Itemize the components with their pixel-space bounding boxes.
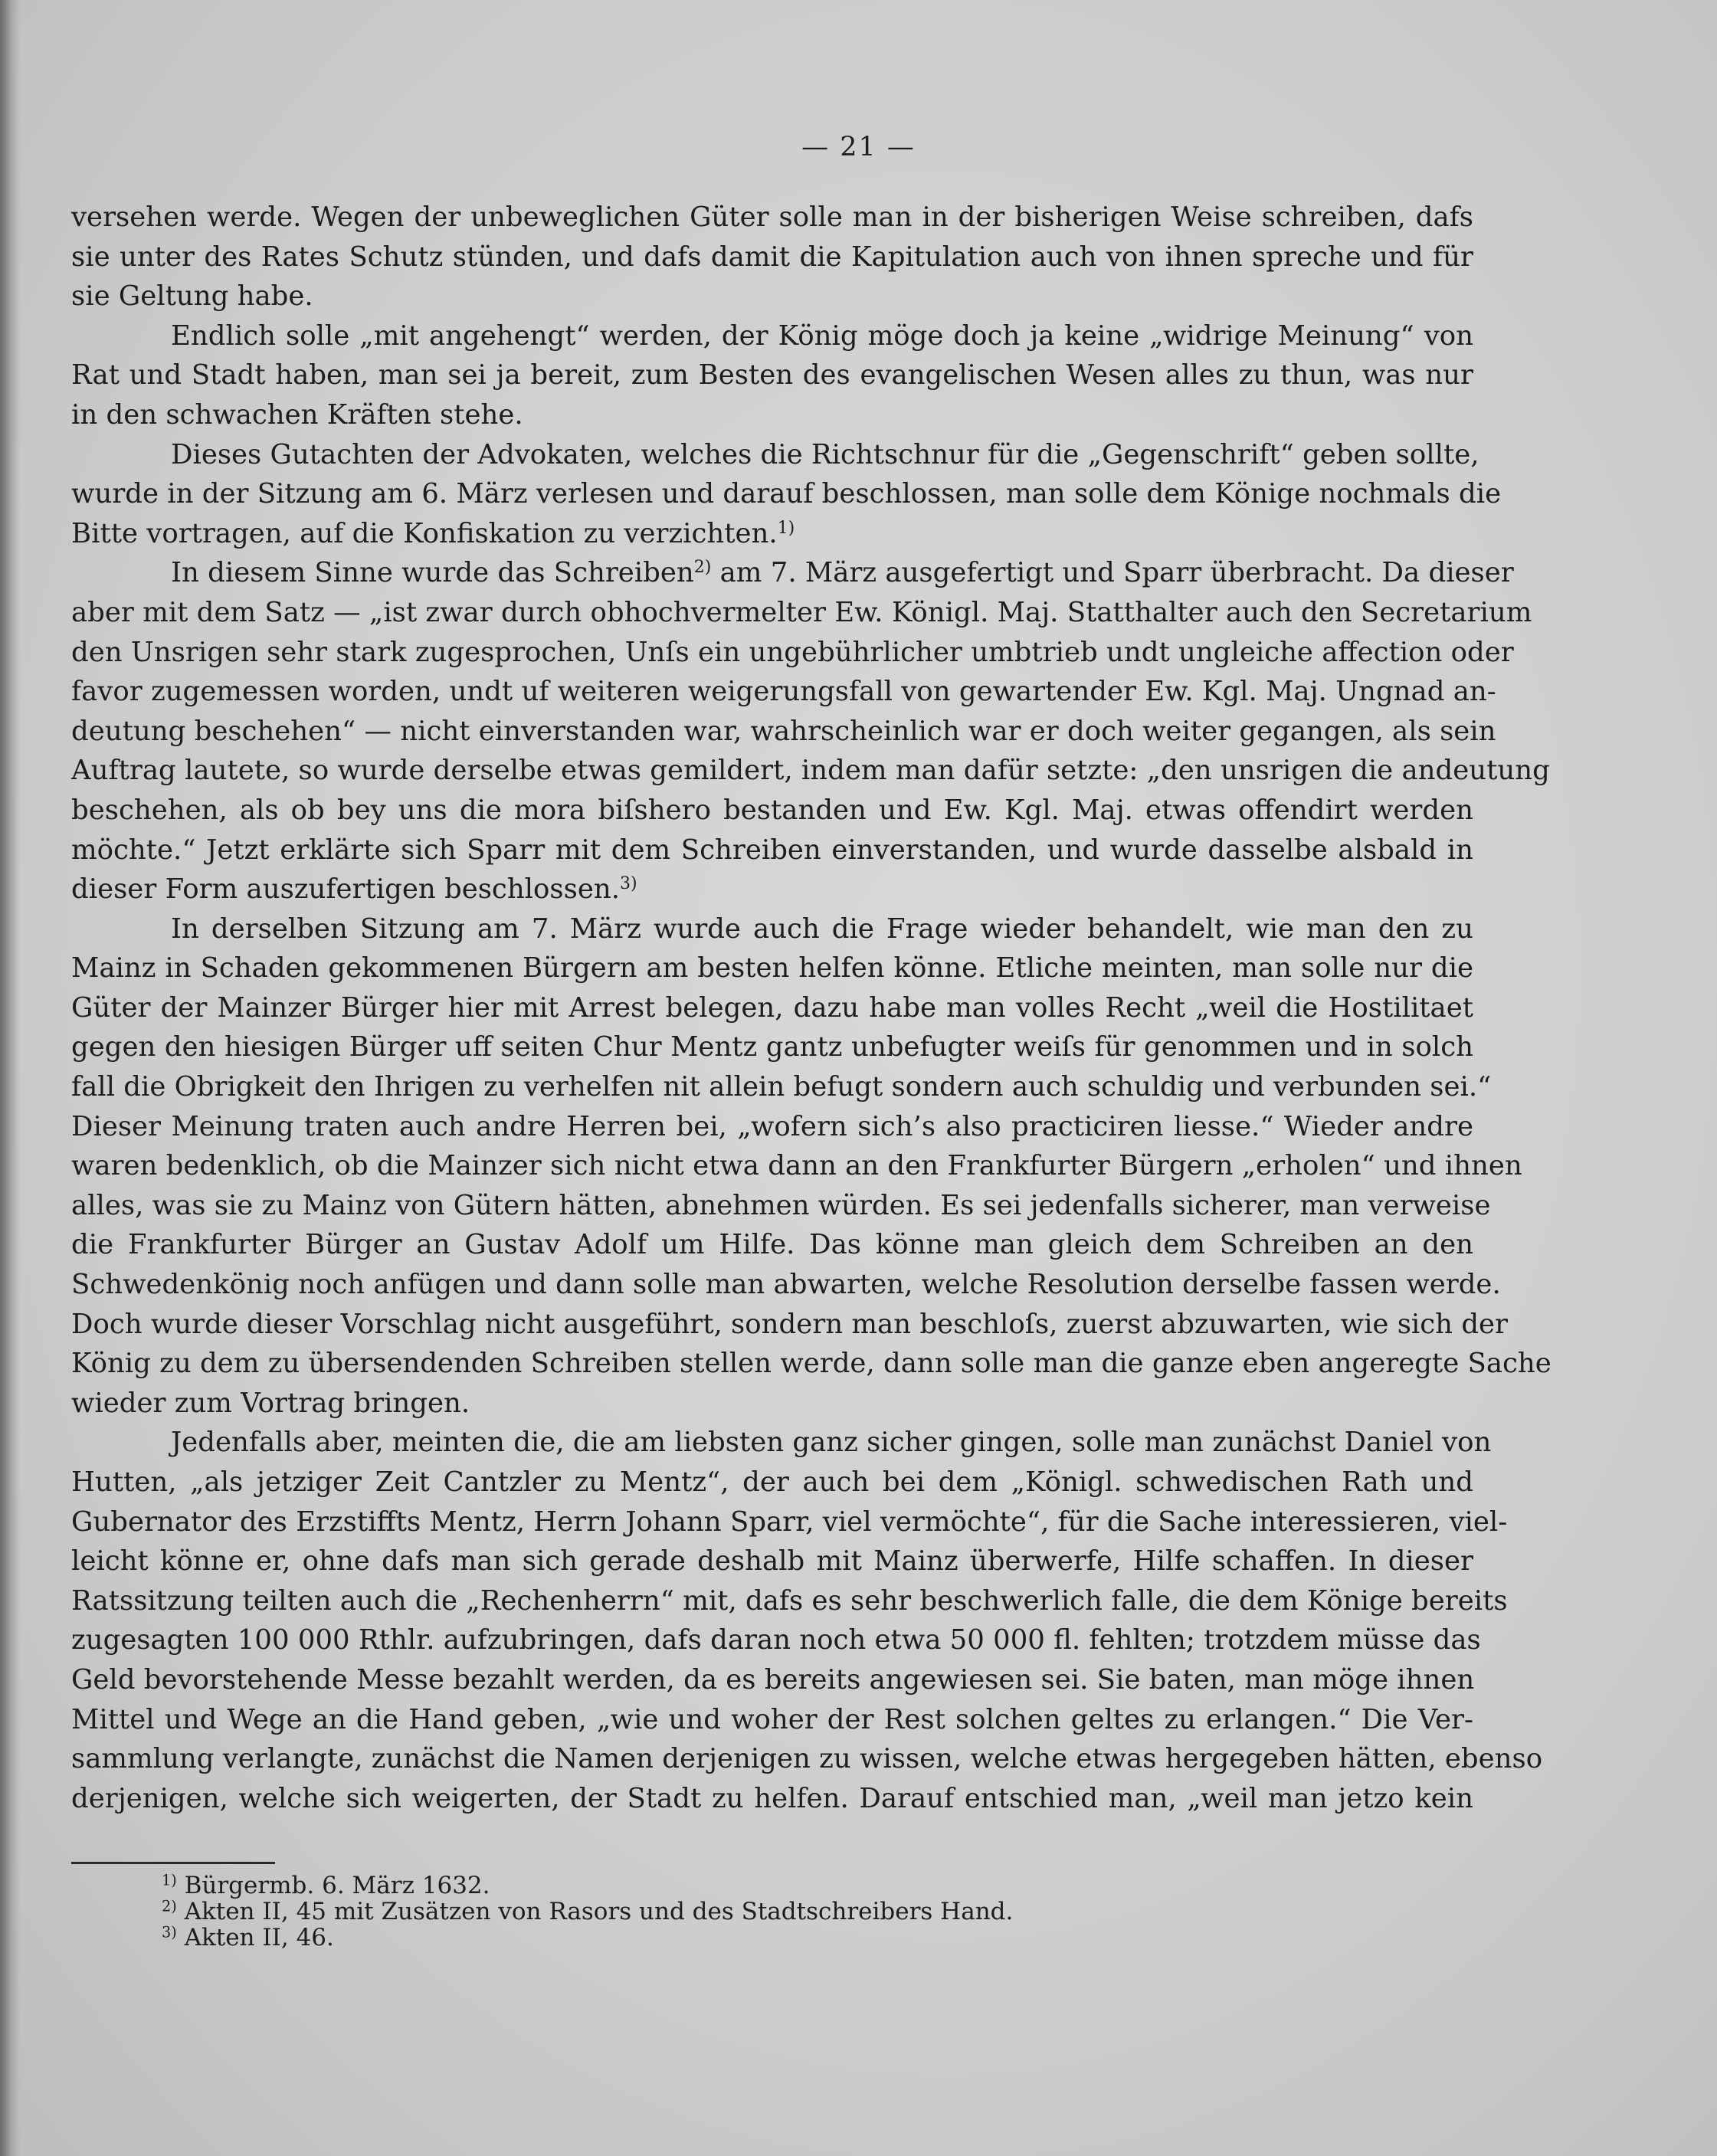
text-line: derjenigen, welche sich weigerten, der Stadt zu helfen. Darauf entschied man, „weil man jetzo kein bbox=[71, 1782, 1473, 1814]
text-line: sie unter des Rates Schutz stünden, und dafs damit die Kapitulation auch von ihnen spreche und für bbox=[71, 241, 1473, 273]
text-line: versehen werde. Wegen der unbeweglichen Güter solle man in der bisherigen Weise schreiben, dafs bbox=[71, 202, 1473, 233]
text-line: Doch wurde dieser Vorschlag nicht ausgeführt, sondern man beschloſs, zuerst abzuwarten, wie sich der bbox=[71, 1308, 1509, 1340]
footnote-mark: 1) bbox=[162, 1871, 177, 1889]
text-line: fall die Obrigkeit den Ihrigen zu verhelfen nit allein befugt sondern auch schuldig und verbunden sei.“ bbox=[71, 1071, 1492, 1103]
text-line: Mittel und Wege an die Hand geben, „wie und woher der Rest solchen geltes zu erlangen.“ Die Ver- bbox=[71, 1703, 1473, 1735]
footnote: $^{3)}$ Akten II, 46. bbox=[162, 1923, 334, 1951]
text-line: gegen den hiesigen Bürger uff seiten Chur Mentz gantz unbefugter weiſs für genommen und in solch bbox=[71, 1031, 1473, 1063]
text-line: favor zugemessen worden, undt uf weiteren weigerungsfall von gewartender Ew. Kgl. Maj. Ungnad an- bbox=[71, 676, 1496, 708]
footnote: $^{1)}$ Bürgermb. 6. März 1632. bbox=[162, 1871, 490, 1899]
text-line: aber mit dem Satz — „ist zwar durch obhochvermelter Ew. Königl. Maj. Statthalter auch den Secretarium bbox=[71, 596, 1532, 628]
text-line: Schwedenkönig noch anfügen und dann solle man abwarten, welche Resolution derselbe fassen werde. bbox=[71, 1269, 1501, 1301]
footnotes bbox=[162, 1873, 1013, 1951]
text-line: beschehen, als ob bey uns die mora biſshero bestanden und Ew. Kgl. Maj. etwas offendirt werden bbox=[71, 794, 1473, 826]
text-line: leicht könne er, ohne dafs man sich gerade deshalb mit Mainz überwerfe, Hilfe schaffen. In dieser bbox=[71, 1545, 1473, 1578]
text-line: sie Geltung habe. bbox=[71, 280, 313, 313]
text-line: Ratssitzung teilten auch die „Rechenherrn“ mit, dafs es sehr beschwerlich falle, die dem Könige bereits bbox=[71, 1584, 1508, 1617]
footnote-reference: 2) bbox=[693, 558, 712, 578]
text-line: Geld bevorstehende Messe bezahlt werden, da es bereits angewiesen sei. Sie baten, man möge ihnen bbox=[71, 1663, 1475, 1696]
footnote: $^{2)}$ Akten II, 45 mit Zusätzen von Rasors und des Stadtschreibers Hand. bbox=[162, 1897, 1014, 1925]
text-line: In derselben Sitzung am 7. März wurde auch die Frage wieder behandelt, wie man den zu bbox=[171, 913, 1473, 945]
body-text bbox=[71, 198, 1552, 1818]
page-number: — 21 — bbox=[801, 132, 916, 162]
text-line: König zu dem zu übersendenden Schreiben stellen werde, dann solle man die ganze eben angeregte Sache bbox=[71, 1348, 1552, 1380]
text-line: dieser Form auszufertigen beschlossen.$^{3)}$ bbox=[71, 873, 637, 906]
text-line: in den schwachen Kräften stehe. bbox=[71, 398, 523, 431]
text-line: Mainz in Schaden gekommenen Bürgern am besten helfen könne. Etliche meinten, man solle nur die bbox=[71, 952, 1473, 985]
text-line: wurde in der Sitzung am 6. März verlesen und darauf beschlossen, man solle dem Könige nochmals die bbox=[71, 478, 1502, 510]
text-line: Auftrag lautete, so wurde derselbe etwas gemildert, indem man dafür setzte: „den unsrigen die andeutung bbox=[71, 755, 1550, 787]
footnote-mark: 2) bbox=[162, 1897, 177, 1915]
text-line: Rat und Stadt haben, man sei ja bereit, zum Besten des evangelischen Wesen alles zu thun, was nur bbox=[71, 359, 1473, 392]
text-line: möchte.“ Jetzt erklärte sich Sparr mit dem Schreiben einverstanden, und wurde dasselbe alsbald in bbox=[71, 834, 1473, 866]
text-line: Dieser Meinung traten auch andre Herren bei, „wofern sich’s also practiciren liesse.“ Wieder andre bbox=[71, 1110, 1473, 1142]
text-line: Endlich solle „mit angehengt“ werden, der König möge doch ja keine „widrige Meinung“ von bbox=[171, 319, 1473, 352]
footnote-reference: 3) bbox=[620, 874, 637, 893]
text-line: den Unsrigen sehr stark zugesprochen, Unſs ein ungebührlicher umbtrieb undt ungleiche affection oder bbox=[71, 636, 1514, 668]
footnote-reference: 1) bbox=[777, 518, 795, 538]
text-line: wieder zum Vortrag bringen. bbox=[71, 1387, 470, 1419]
text-line: deutung beschehen“ — nicht einverstanden war, wahrscheinlich war er doch weiter gegangen, als sein bbox=[71, 715, 1496, 747]
text-line: In diesem Sinne wurde das Schreiben$^{2)}$ am 7. März ausgefertigt und Sparr überbracht. Da dieser bbox=[171, 557, 1514, 589]
footnote-rule bbox=[71, 1862, 275, 1864]
text-line: Jedenfalls aber, meinten die, die am liebsten ganz sicher gingen, solle man zunächst Daniel von bbox=[171, 1427, 1492, 1459]
text-line: zugesagten 100 000 Rthlr. aufzubringen, dafs daran noch etwa 50 000 fl. fehlten; trotzdem müsse das bbox=[71, 1624, 1481, 1656]
page-edge-shadow bbox=[0, 0, 20, 2156]
text-line: Güter der Mainzer Bürger hier mit Arrest belegen, dazu habe man volles Recht „weil die Hostilitaet bbox=[71, 991, 1473, 1024]
text-line: sammlung verlangte, zunächst die Namen derjenigen zu wissen, welche etwas hergegeben hätten, ebenso bbox=[71, 1743, 1543, 1775]
text-line: waren bedenklich, ob die Mainzer sich nicht etwa dann an den Frankfurter Bürgern „erholen“ und ihnen bbox=[71, 1150, 1522, 1182]
text-line: Hutten, „als jetziger Zeit Cantzler zu Mentz“, der auch bei dem „Königl. schwedischen Rath und bbox=[71, 1466, 1473, 1498]
footnote-mark: 3) bbox=[162, 1923, 177, 1941]
text-line: alles, was sie zu Mainz von Gütern hätten, abnehmen würden. Es sei jedenfalls sicherer, man verweise bbox=[71, 1189, 1491, 1221]
text-line: die Frankfurter Bürger an Gustav Adolf um Hilfe. Das könne man gleich dem Schreiben an den bbox=[71, 1229, 1473, 1261]
text-line: Gubernator des Erzstiffts Mentz, Herrn Johann Sparr, viel vermöchte“, für die Sache interessieren, viel- bbox=[71, 1506, 1508, 1538]
text-line: Dieses Gutachten der Advokaten, welches die Richtschnur für die „Gegenschrift“ geben sollte, bbox=[171, 438, 1479, 470]
text-line: Bitte vortragen, auf die Konfiskation zu verzichten.$^{1)}$ bbox=[71, 517, 795, 549]
